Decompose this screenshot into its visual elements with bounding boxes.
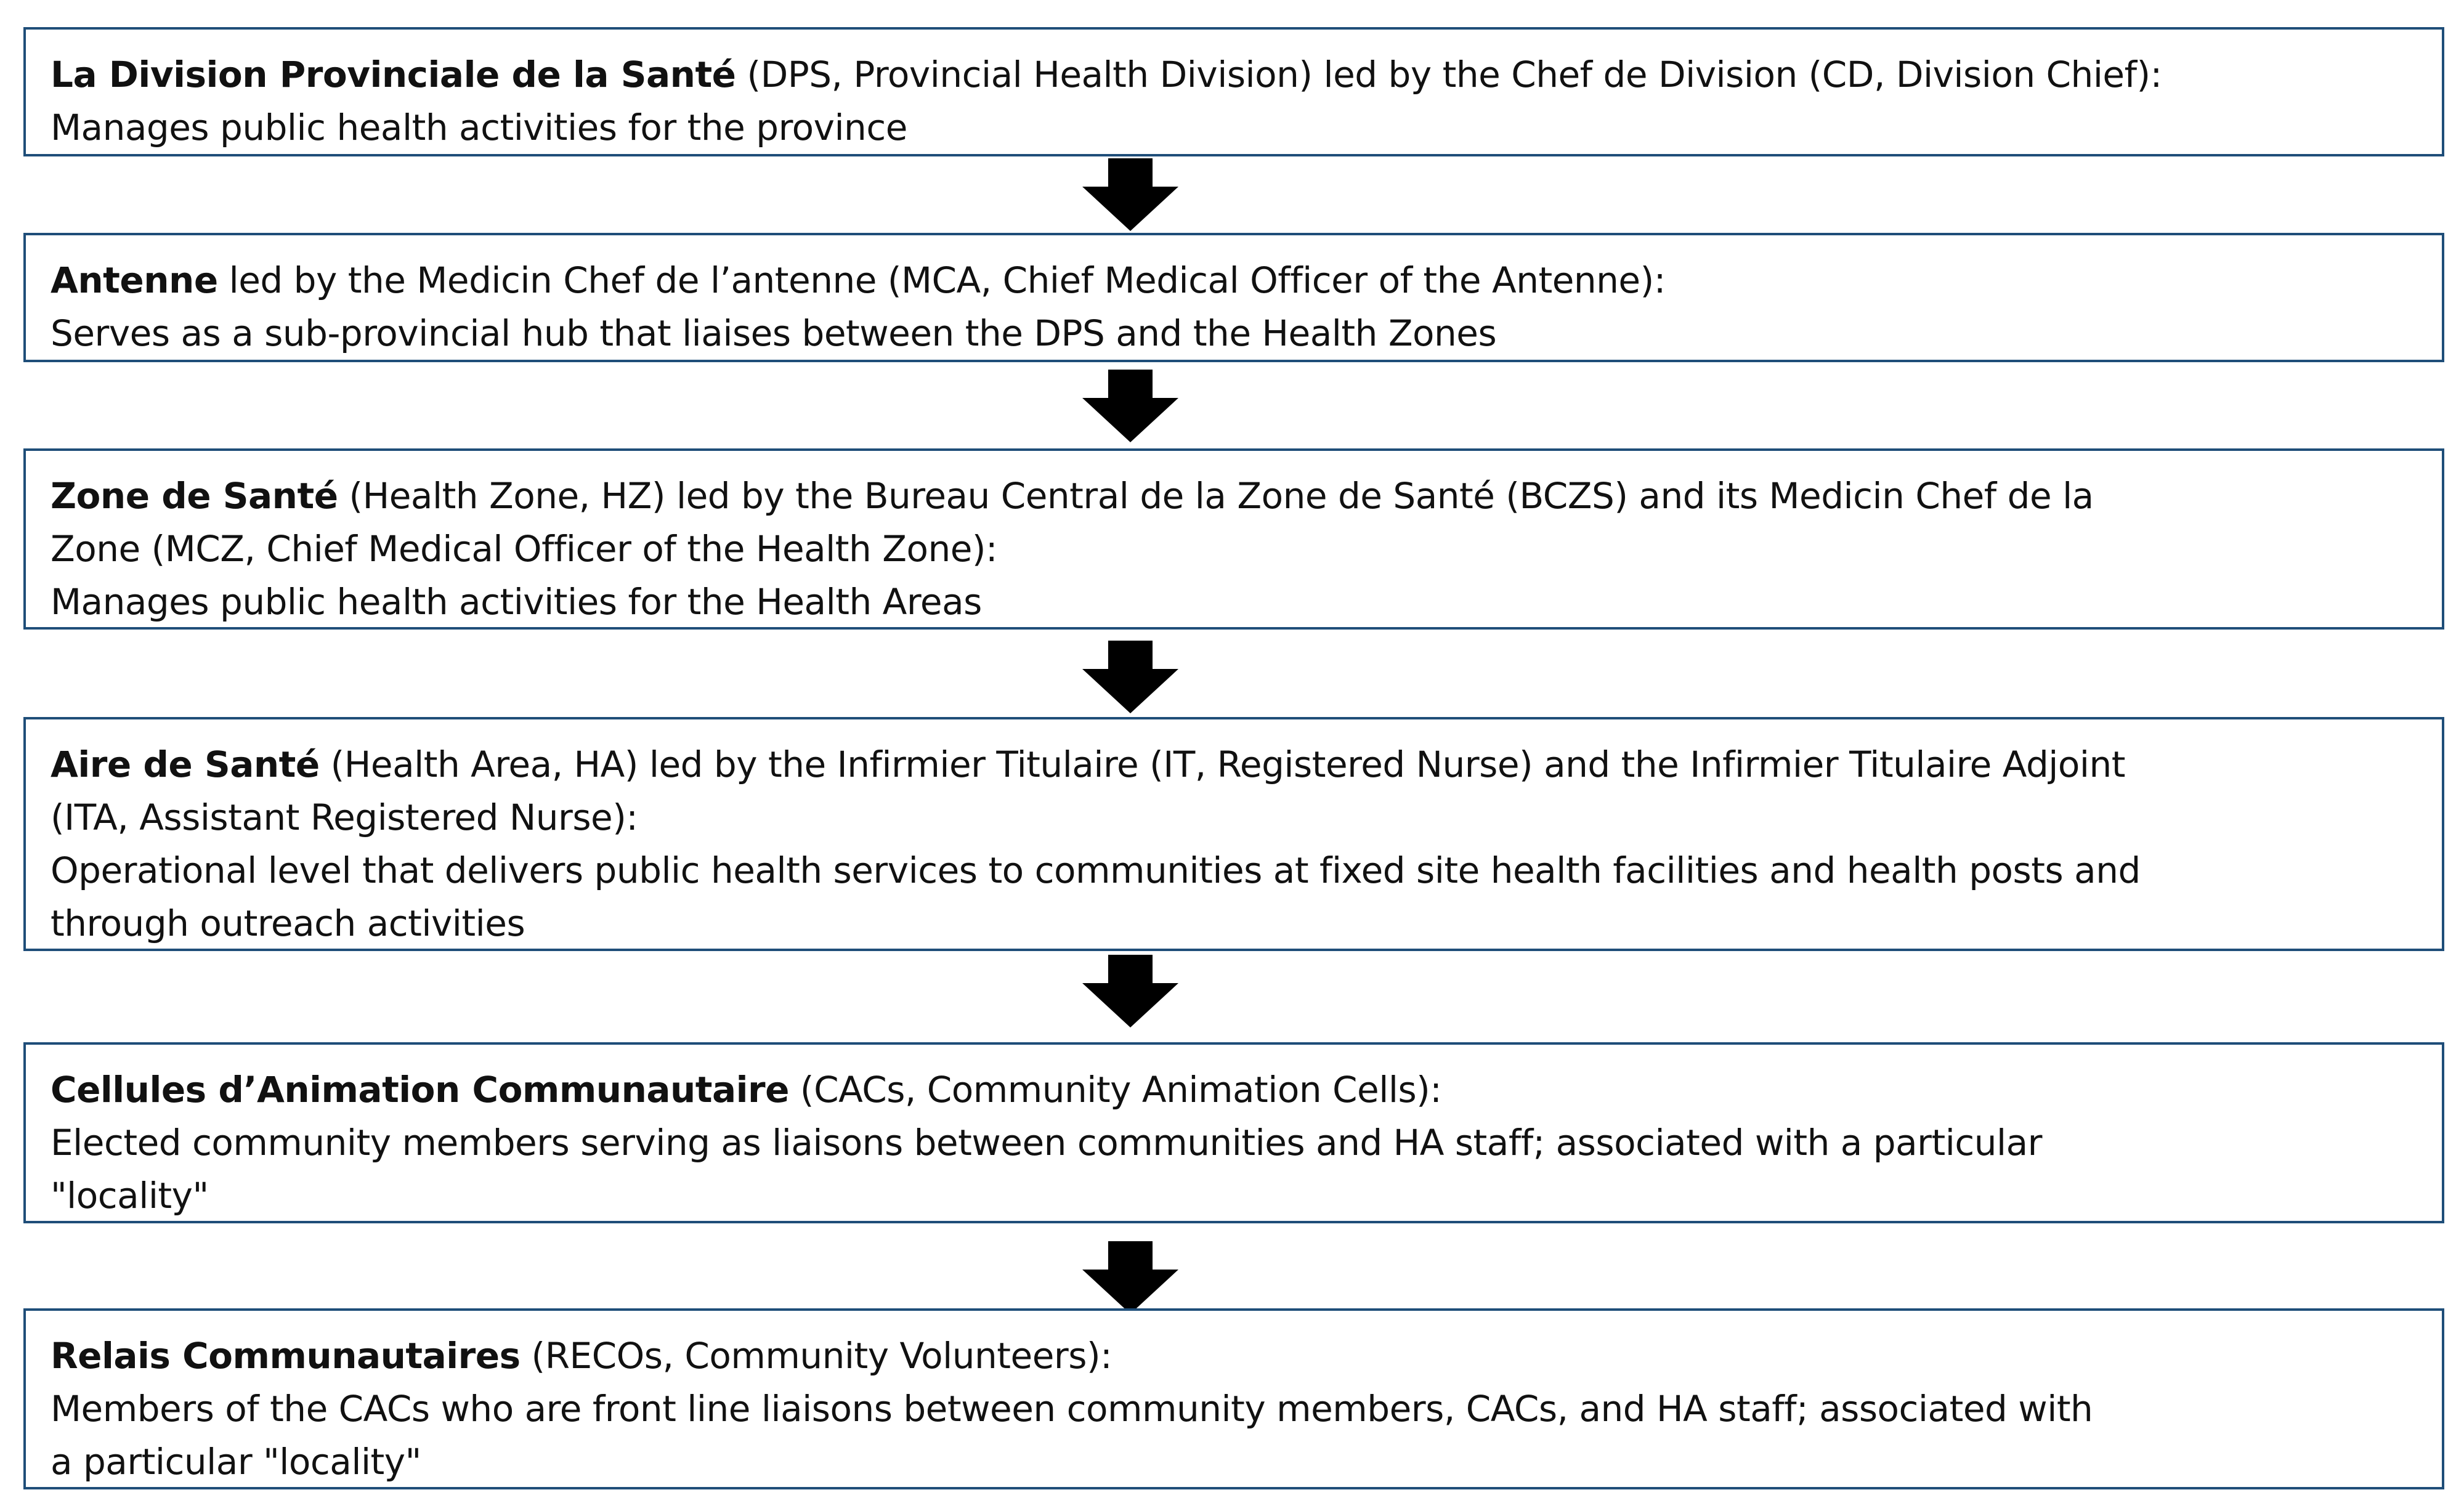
arrow-down-icon [1082,955,1178,1027]
arrow-down-icon [1082,641,1178,713]
level-lead: (Health Area, HA) led by the Infirmier Titulaire (IT, Registered Nurse) and the Infirmier Titulaire Adjoint [319,743,2125,785]
level-description: through outreach activities [51,902,525,944]
level-box-reco [23,1308,2444,1489]
level-lead-continued: (ITA, Assistant Registered Nurse): [51,796,638,838]
level-heading [51,254,2417,307]
level-description: "locality" [51,1175,209,1217]
level-box-antenne [23,233,2444,362]
level-title: Cellules d’Animation Communautaire [51,1069,789,1111]
level-heading [51,469,2417,522]
level-title: Aire de Santé [51,743,320,785]
level-lead-continued: Zone (MCZ, Chief Medical Officer of the Health Zone): [51,528,998,570]
level-description: Manages public health activities for the Health Areas [51,581,982,623]
level-box-health-area [23,717,2444,951]
level-description: Elected community members serving as liaisons between communities and HA staff; associated with a particular [51,1122,2042,1164]
level-box-dps [23,27,2444,156]
level-lead: (Health Zone, HZ) led by the Bureau Central de la Zone de Santé (BCZS) and its Medicin Chef de la [338,475,2094,517]
level-title: Antenne [51,259,218,301]
level-heading [51,738,2417,791]
level-heading [51,1063,2417,1116]
level-title: La Division Provinciale de la Santé [51,54,736,95]
level-description: Members of the CACs who are front line liaisons between community members, CACs, and HA staff; associated with [51,1388,2093,1430]
level-box-cac [23,1042,2444,1223]
arrow-down-icon [1082,1241,1178,1314]
level-lead: led by the Medicin Chef de l’antenne (MCA, Chief Medical Officer of the Antenne): [217,259,1666,301]
level-lead: (RECOs, Community Volunteers): [520,1335,1112,1377]
level-title: Zone de Santé [51,475,338,517]
level-lead: (DPS, Provincial Health Division) led by the Chef de Division (CD, Division Chief): [736,54,2162,95]
level-title: Relais Communautaires [51,1335,521,1377]
arrow-down-icon [1082,158,1178,231]
arrow-down-icon [1082,370,1178,442]
level-description: Serves as a sub-provincial hub that liaises between the DPS and the Health Zones [51,312,1497,354]
level-lead: (CACs, Community Animation Cells): [789,1069,1442,1111]
level-description: Operational level that delivers public health services to communities at fixed site health facilities and health posts and [51,849,2141,891]
level-description: a particular "locality" [51,1441,421,1483]
level-heading [51,48,2417,101]
level-description: Manages public health activities for the province [51,107,907,148]
level-box-health-zone [23,448,2444,630]
level-heading [51,1329,2417,1382]
